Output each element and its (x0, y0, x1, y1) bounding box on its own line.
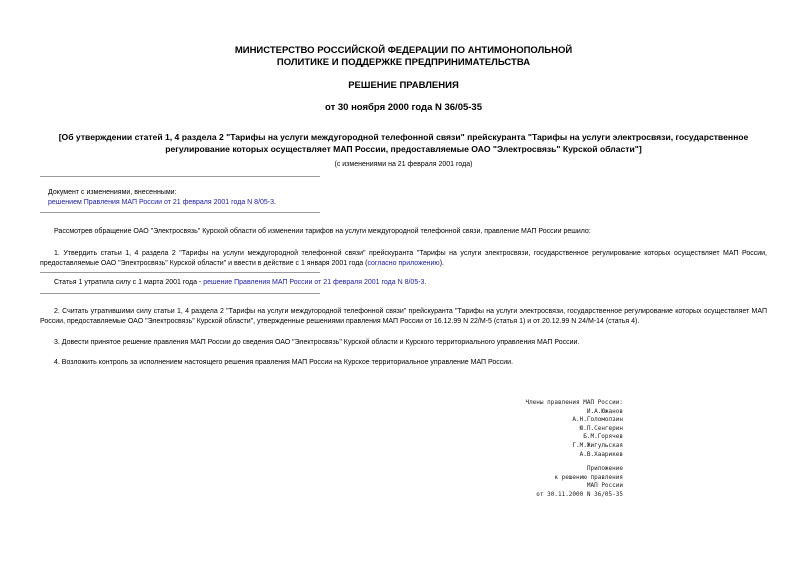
appendix-line: МАП России (586, 482, 623, 490)
appendix-block (536, 465, 623, 499)
paragraph-4: 4. Возложить контроль за исполнением настоящего решения правления МАП России на Курское территориальное управление МАП России. (54, 359, 514, 366)
ministry-line-2: ПОЛИТИКЕ И ПОДДЕРЖКЕ ПРЕДПРИНИМАТЕЛЬСТВА (276, 57, 531, 68)
appendix-line: Приложение (586, 465, 623, 472)
amendment-note: (с изменениями на 21 февраля 2001 года) (334, 161, 473, 168)
document-title-line-1: [Об утверждении статей 1, 4 раздела 2 "Тарифы на услуги междугородной телефонной связи" прейскуранта "Тарифы на услуги электросвязи, государственное (58, 132, 749, 142)
ministry-line-1: МИНИСТЕРСТВО РОССИЙСКОЙ ФЕДЕРАЦИИ ПО АНТИМОНОПОЛЬНОЙ (234, 45, 573, 56)
signature-name: А.Н.Голомолзин (572, 416, 623, 424)
paragraph-1-tail: ). (439, 260, 444, 267)
changes-reference (48, 198, 276, 207)
changes-decision-link[interactable]: решением Правления МАП России от 21 февраля 2001 года N 8/05-3 (48, 199, 275, 206)
note-bottom-rule (40, 293, 320, 294)
appendix-link[interactable]: согласно приложению (367, 260, 440, 267)
paragraph-2: 2. Считать утратившими силу статьи 1, 4 раздела 2 "Тарифы на услуги междугородной телефонной связи" прейскуранта "Тарифы на услуги электросвязи, государственное регулирование которых осуществляет МАП России, предоставляемые ОАО "Электросвязь" Курской области", утвержденные решениями правления МАП России от 16.12.99 N 22/М-5 (статья 1) и от 20.12.99 N 24/М-14 (статья 4). (40, 308, 767, 325)
signatures-heading: Члены правления МАП России: (525, 399, 623, 406)
appendix-line: от 30.11.2000 N 36/05-35 (536, 490, 623, 498)
document-date: от 30 ноября 2000 года N 36/05-35 (325, 102, 482, 113)
signature-name: Б.М.Горячев (583, 433, 623, 441)
repeal-decision-link[interactable]: решение Правления МАП России от 21 февраля 2001 года N 8/05-3 (203, 279, 425, 286)
repeal-note-tail: . (424, 279, 427, 286)
changes-label: Документ с изменениями, внесенными: (48, 189, 177, 196)
paragraph-3: 3. Довести принятое решение правления МАП России до сведения ОАО "Электросвязь" Курской области и Курского территориального управления МАП России. (54, 339, 580, 346)
changes-link-tail: . (274, 199, 276, 206)
signature-name: Г.М.Жигульская (572, 441, 623, 449)
repeal-note (40, 278, 767, 288)
changes-top-rule (40, 176, 320, 177)
document-type: РЕШЕНИЕ ПРАВЛЕНИЯ (348, 80, 459, 91)
appendix-line: к решению правления (554, 473, 623, 481)
document-title-line-2: регулирование которых осуществляет МАП России, предоставляемые ОАО "Электросвязь" Курской области"] (165, 144, 642, 154)
signature-name: Ю.П.Сенгерин (579, 424, 623, 432)
repeal-note-text: Статья 1 утратила силу с 1 марта 2001 года - (54, 279, 204, 286)
signature-name: А.В.Хаарикев (579, 450, 623, 458)
changes-bottom-rule (40, 212, 320, 213)
paragraph-1 (40, 249, 767, 269)
signature-name: И.А.Южанов (586, 407, 623, 415)
signatures-block (525, 399, 623, 459)
paragraph-1-text: 1. Утвердить статьи 1, 4 раздела 2 "Тарифы на услуги междугородной телефонной связи" прейскуранта "Тарифы на услуги электросвязи, государственное регулирование которых осуществляет МАП России, предоставляемые ОАО "Электросвязь" Курской области" и ввести в действие с 1 января 2001 года ( (40, 250, 767, 267)
note-top-rule (40, 272, 320, 273)
intro-paragraph: Рассмотрев обращение ОАО "Электросвязь" Курской области об изменении тарифов на услуги междугородной телефонной связи, правление МАП России решило: (54, 228, 591, 235)
